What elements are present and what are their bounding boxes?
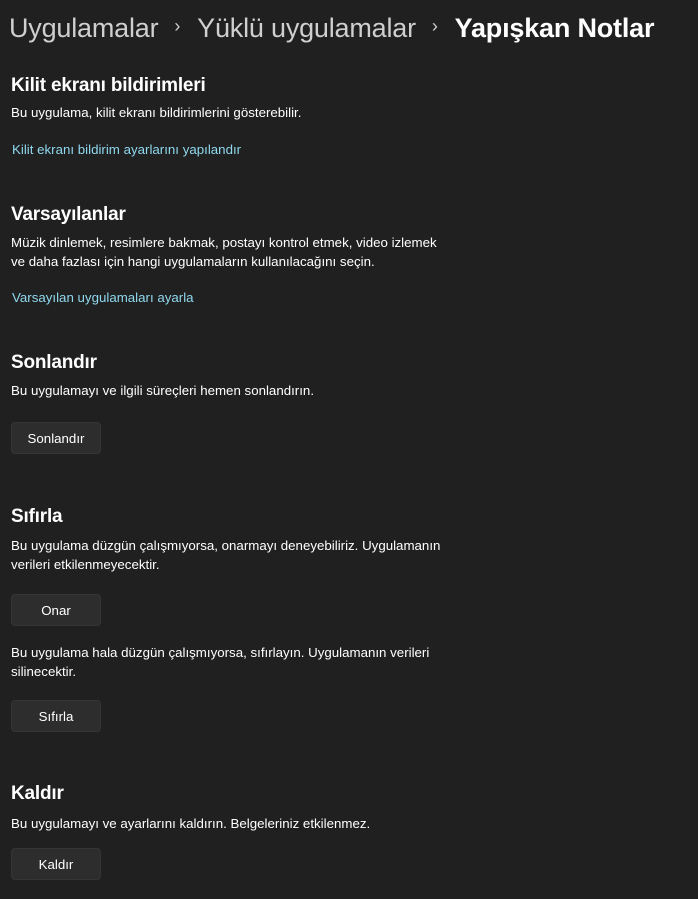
repair-button[interactable]: Onar [11, 594, 101, 626]
reset-description-line2: silinecektir. [11, 664, 77, 679]
section-description: Bu uygulama, kilit ekranı bildirimlerini gösterebilir. [11, 105, 302, 120]
uninstall-button[interactable]: Kaldır [11, 848, 101, 880]
chevron-right-icon: › [431, 15, 438, 36]
repair-description-line1: Bu uygulama düzgün çalışmıyorsa, onarmayı deneyebiliriz. Uygulamanın [11, 538, 441, 553]
reset-section [11, 505, 481, 735]
terminate-section [11, 351, 481, 461]
uninstall-section [11, 782, 481, 892]
breadcrumb-installed-apps[interactable]: Yüklü uygulamalar [197, 12, 416, 43]
lock-screen-section [11, 74, 481, 164]
terminate-button[interactable]: Sonlandır [11, 422, 101, 454]
breadcrumb [9, 8, 654, 48]
section-title: Sıfırla [11, 506, 63, 527]
repair-description-line2: verileri etkilenmeyecektir. [11, 557, 160, 572]
defaults-section [11, 203, 481, 313]
section-description-line1: Müzik dinlemek, resimlere bakmak, postayı kontrol etmek, video izlemek [11, 235, 437, 250]
section-title: Varsayılanlar [11, 204, 126, 225]
configure-lock-screen-link[interactable]: Kilit ekranı bildirim ayarlarını yapılandır [12, 142, 242, 157]
chevron-right-icon: › [174, 15, 181, 36]
breadcrumb-apps[interactable]: Uygulamalar [9, 12, 159, 43]
section-description-line2: ve daha fazlası için hangi uygulamaların kullanılacağını seçin. [11, 254, 375, 269]
set-default-apps-link[interactable]: Varsayılan uygulamaları ayarla [12, 290, 194, 305]
breadcrumb-current-page: Yapışkan Notlar [454, 12, 655, 43]
section-description: Bu uygulamayı ve ilgili süreçleri hemen sonlandırın. [11, 383, 315, 398]
section-title: Sonlandır [11, 352, 97, 373]
section-title: Kaldır [11, 783, 64, 804]
reset-button[interactable]: Sıfırla [11, 700, 101, 732]
section-description: Bu uygulamayı ve ayarlarını kaldırın. Belgeleriniz etkilenmez. [11, 816, 371, 831]
section-title: Kilit ekranı bildirimleri [11, 75, 206, 96]
reset-description-line1: Bu uygulama hala düzgün çalışmıyorsa, sıfırlayın. Uygulamanın verileri [11, 645, 430, 660]
